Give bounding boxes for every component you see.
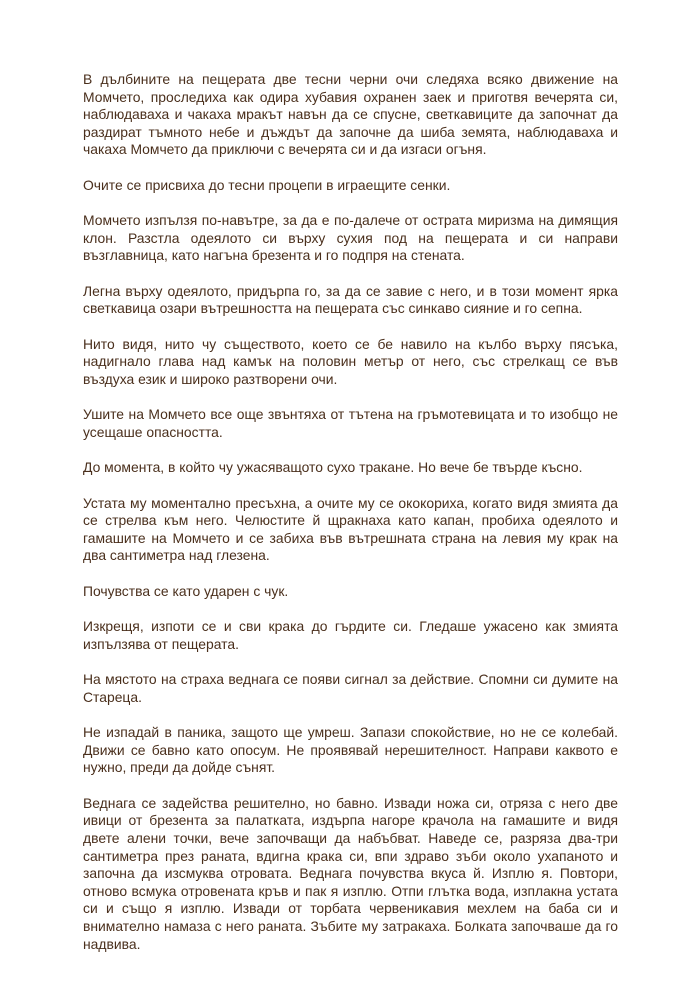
paragraph-9: Почувства се като ударен с чук. <box>83 582 289 599</box>
paragraph-6: Ушите на Момчето все още звънтяха от тътена на гръмотевицата и то изобщо не усещаше опасността. <box>83 406 618 440</box>
paragraph-1: В дълбините на пещерата две тесни черни очи следяха всяко движение на Момчето, проследиха как одира хубавия охранен заек и приготвя вечерята си, наблюдаваха и чакаха мракът навън да се спусне, светкавиците да започнат да раздират тъмното небе и дъждът да започне да шиба земята, наблюдаваха и чакаха Момчето да приключи с вечерята си и да изгаси огъня. <box>83 71 618 158</box>
paragraph-12: Не изпадай в паника, защото ще умреш. Запази спокойствие, но не се колебай. Движи се бавно като опосум. Не проявявай нерешителност. Направи каквото е нужно, преди да дойде сънят. <box>83 724 618 776</box>
document-body <box>83 71 618 953</box>
paragraph-8: Устата му моментално пресъхна, а очите му се ококориха, когато видя змията да се стрелва към него. Челюстите й щракнаха като капан, пробиха одеялото и гамашите на Момчето и се забиха във вътрешната страна на левия му крак на два сантиметра над глезена. <box>83 494 618 564</box>
paragraph-4: Легна върху одеялото, придърпа го, за да се завие с него, и в този момент ярка светкавица озари вътрешността на пещерата със синкаво сияние и го сепна. <box>83 282 618 317</box>
paragraph-5: Нито видя, нито чу съществото, което се бе навило на кълбо върху пясъка, надигнало глава над камък на половин метър от него, със стрелкащ се във въздуха език и широко разтворени очи. <box>83 335 618 387</box>
paragraph-7: До момента, в който чу ужасяващото сухо тракане. Но вече бе твърде късно. <box>83 459 583 476</box>
paragraph-13: Веднага се задейства решително, но бавно. Извади ножа си, отряза с него две ивици от брезента за палатката, издърпа нагоре крачола на гамашите и видя двете алени точки, вече започващи да набъбват. Наведе се, разряза два-три сантиметра през раната, вдигна крака си, впи здраво зъби около ухапаното и започна да изсмуква отровата. Веднага почувства вкуса й. Изплю я. Повтори, отново всмука отровената кръв и пак я изплю. Отпи глътка вода, изплакна устата си и също я изплю. Извади от торбата червеникавия мехлем на баба си и внимателно намаза с него раната. Зъбите му затракаха. Болката започваше да го надвива. <box>83 794 618 952</box>
paragraph-10: Изкрещя, изпоти се и сви крака до гърдите си. Гледаше ужасено как змията изпълзява от пещерата. <box>83 618 618 652</box>
paragraph-11: На мястото на страха веднага се появи сигнал за действие. Спомни си думите на Стареца. <box>83 671 618 705</box>
paragraph-3: Момчето изпълзя по-навътре, за да е по-далече от острата миризма на димящия клон. Разстла одеялото си върху сухия под на пещерата и си направи възглавница, като нагъна брезента и го подпря на стената. <box>83 212 618 264</box>
paragraph-2: Очите се присвиха до тесни процепи в играещите сенки. <box>83 176 451 193</box>
